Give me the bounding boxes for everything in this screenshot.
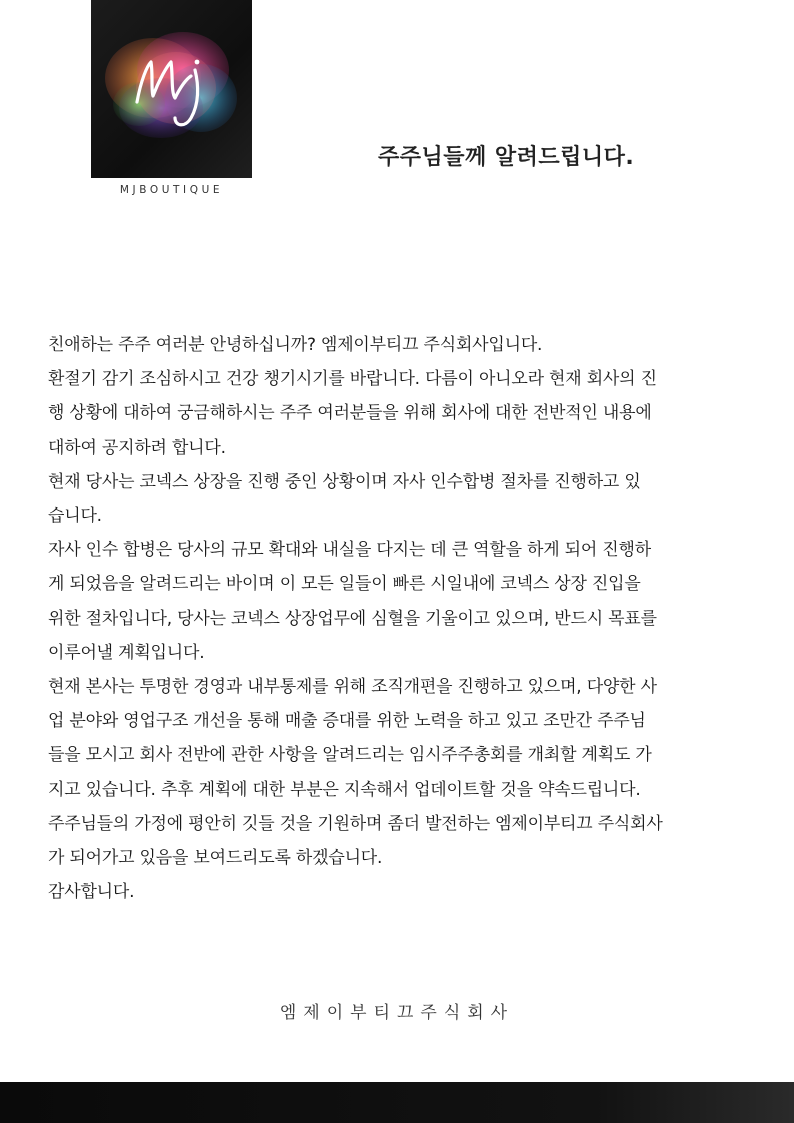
letter-line: 감사합니다.	[48, 882, 135, 903]
notice-title: 주주님들께 알려드립니다.	[378, 145, 635, 170]
letter-line: 현재 본사는 투명한 경영과 내부통제를 위해 조직개편을 진행하고 있으며, 다양한 사	[48, 677, 657, 698]
letter-line: 현재 당사는 코넥스 상장을 진행 중인 상황이며 자사 인수합병 절차를 진행하고 있	[48, 471, 641, 492]
letter-line: 업 분야와 영업구조 개선을 통해 매출 증대를 위한 노력을 하고 있고 조만간 주주님	[48, 711, 646, 732]
logo-icon	[91, 0, 252, 178]
letter-line: 친애하는 주주 여러분 안녕하십니까? 엠제이부티끄 주식회사입니다.	[48, 335, 543, 355]
letter-line: 게 되었음을 알려드리는 바이며 이 모든 일들이 빠른 시일내에 코넥스 상장 진입을	[48, 574, 641, 595]
letter-line: 이루어낼 계획입니다.	[48, 642, 205, 663]
company-logo	[91, 0, 252, 178]
logo-caption: MJBOUTIQUE	[119, 184, 224, 196]
letter-line: 주주님들의 가정에 평안히 깃들 것을 기원하며 좀더 발전하는 엠제이부티끄 주식회사	[48, 813, 663, 834]
letter-line: 대하여 공지하려 합니다.	[48, 437, 226, 458]
letter-line: 습니다.	[48, 506, 102, 527]
letter-line: 행 상황에 대하여 궁금해하시는 주주 여러분들을 위해 회사에 대한 전반적인 내용에	[48, 403, 652, 424]
letter-line: 지고 있습니다. 추후 계획에 대한 부분은 지속해서 업데이트할 것을 약속드립니다.	[48, 779, 641, 800]
company-signature: 엠제이부티끄주식회사	[279, 1003, 515, 1023]
letter-line: 자사 인수 합병은 당사의 규모 확대와 내실을 다지는 데 큰 역할을 하게 되어 진행하	[48, 540, 651, 561]
letter-line: 들을 모시고 회사 전반에 관한 사항을 알려드리는 임시주주총회를 개최할 계획도 가	[48, 745, 652, 766]
footer-bar	[0, 1082, 794, 1123]
letter-line: 가 되어가고 있음을 보여드리도록 하겠습니다.	[48, 848, 383, 869]
letter-line: 환절기 감기 조심하시고 건강 챙기시기를 바랍니다. 다름이 아니오라 현재 회사의 진	[48, 369, 657, 390]
letter-body	[48, 328, 760, 909]
letter-line: 위한 절차입니다, 당사는 코넥스 상장업무에 심혈을 기울이고 있으며, 반드시 목표를	[48, 608, 657, 629]
